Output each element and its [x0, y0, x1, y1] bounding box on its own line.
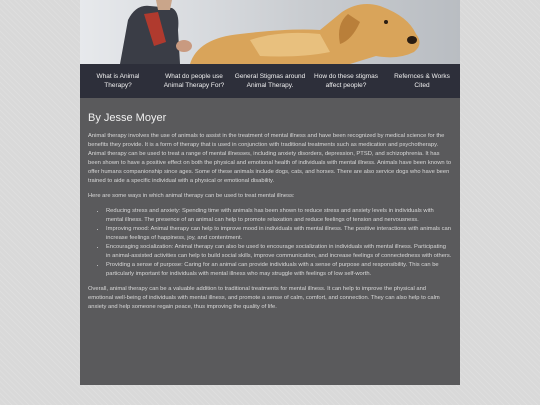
list-item: • Improving mood: Animal therapy can help to improve mood in individuals with mental illness. The positive interactions with animals can increase feelings of happiness, joy, and contentment.	[106, 225, 452, 243]
nav-item-what-is-animal-therapy[interactable]: What is Animal Therapy?	[96, 73, 140, 89]
intro-paragraph: Animal therapy involves the use of animals to assist in the treatment of mental illness and have been recognized by medical science for the benefits they provide. It is a form of therapy that is used in conjunction with traditional treatments such as medication and psychotherapy. Animal therapy can be used to treat a range of mental illnesses, including anxiety disorders, depression, PTSD, and schizophrenia. It has been shown to have a positive effect on both the physical and emotional health of individuals with mental illness. Animals have been known to offer humans companionship since ages. Some of these animals include dogs, cats, and horses. There are also service dogs who have been trained to aide a specific individual with a physical or emotional disability.	[88, 133, 452, 184]
article-content	[80, 98, 460, 385]
benefits-list	[88, 207, 452, 279]
list-item: • Providing a sense of purpose: Caring for an animal can provide individuals with a sense of purpose and responsibility. This can be particularly important for individuals with mental illness who may struggle with feelings of low self-worth.	[106, 261, 452, 279]
hero-banner-image	[80, 0, 460, 64]
list-item: • Reducing stress and anxiety: Spending time with animals has been shown to reduce stress and anxiety levels in individuals with mental illness. The presence of an animal can help to promote relaxation and reduce feelings of tension and nervousness.	[106, 207, 452, 225]
main-navigation	[80, 64, 460, 98]
conclusion-paragraph: Overall, animal therapy can be a valuable addition to traditional treatments for mental illness. It can help to improve the physical and emotional well-being of individuals with mental illness, and promote a sense of calm, comfort, and connection. They can also help to calm anxiety and help someone regain peace, thus improving the quality of life.	[88, 286, 440, 310]
nav-item-references[interactable]: Refernces & Works Cited	[394, 73, 450, 89]
ways-intro-paragraph: Here are some ways in which animal therapy can be used to treat mental illness:	[88, 193, 295, 199]
nav-item-general-stigmas[interactable]: General Stigmas around Animal Therapy.	[234, 73, 306, 89]
author-heading: By Jesse Moyer	[88, 112, 167, 124]
nav-item-stigma-effects[interactable]: How do these stigmas affect people?	[314, 73, 378, 89]
page-container	[80, 0, 460, 385]
nav-item-uses-of-animal-therapy[interactable]: What do people use Animal Therapy For?	[163, 73, 225, 89]
dog-therapy-photo	[80, 0, 460, 64]
list-item: • Encouraging socialization: Animal therapy can also be used to encourage socialization in individuals with mental illness. Participating in animal-assisted activities can help to build social skills, improve communication, and increase feelings of connectedness with others.	[106, 243, 452, 261]
